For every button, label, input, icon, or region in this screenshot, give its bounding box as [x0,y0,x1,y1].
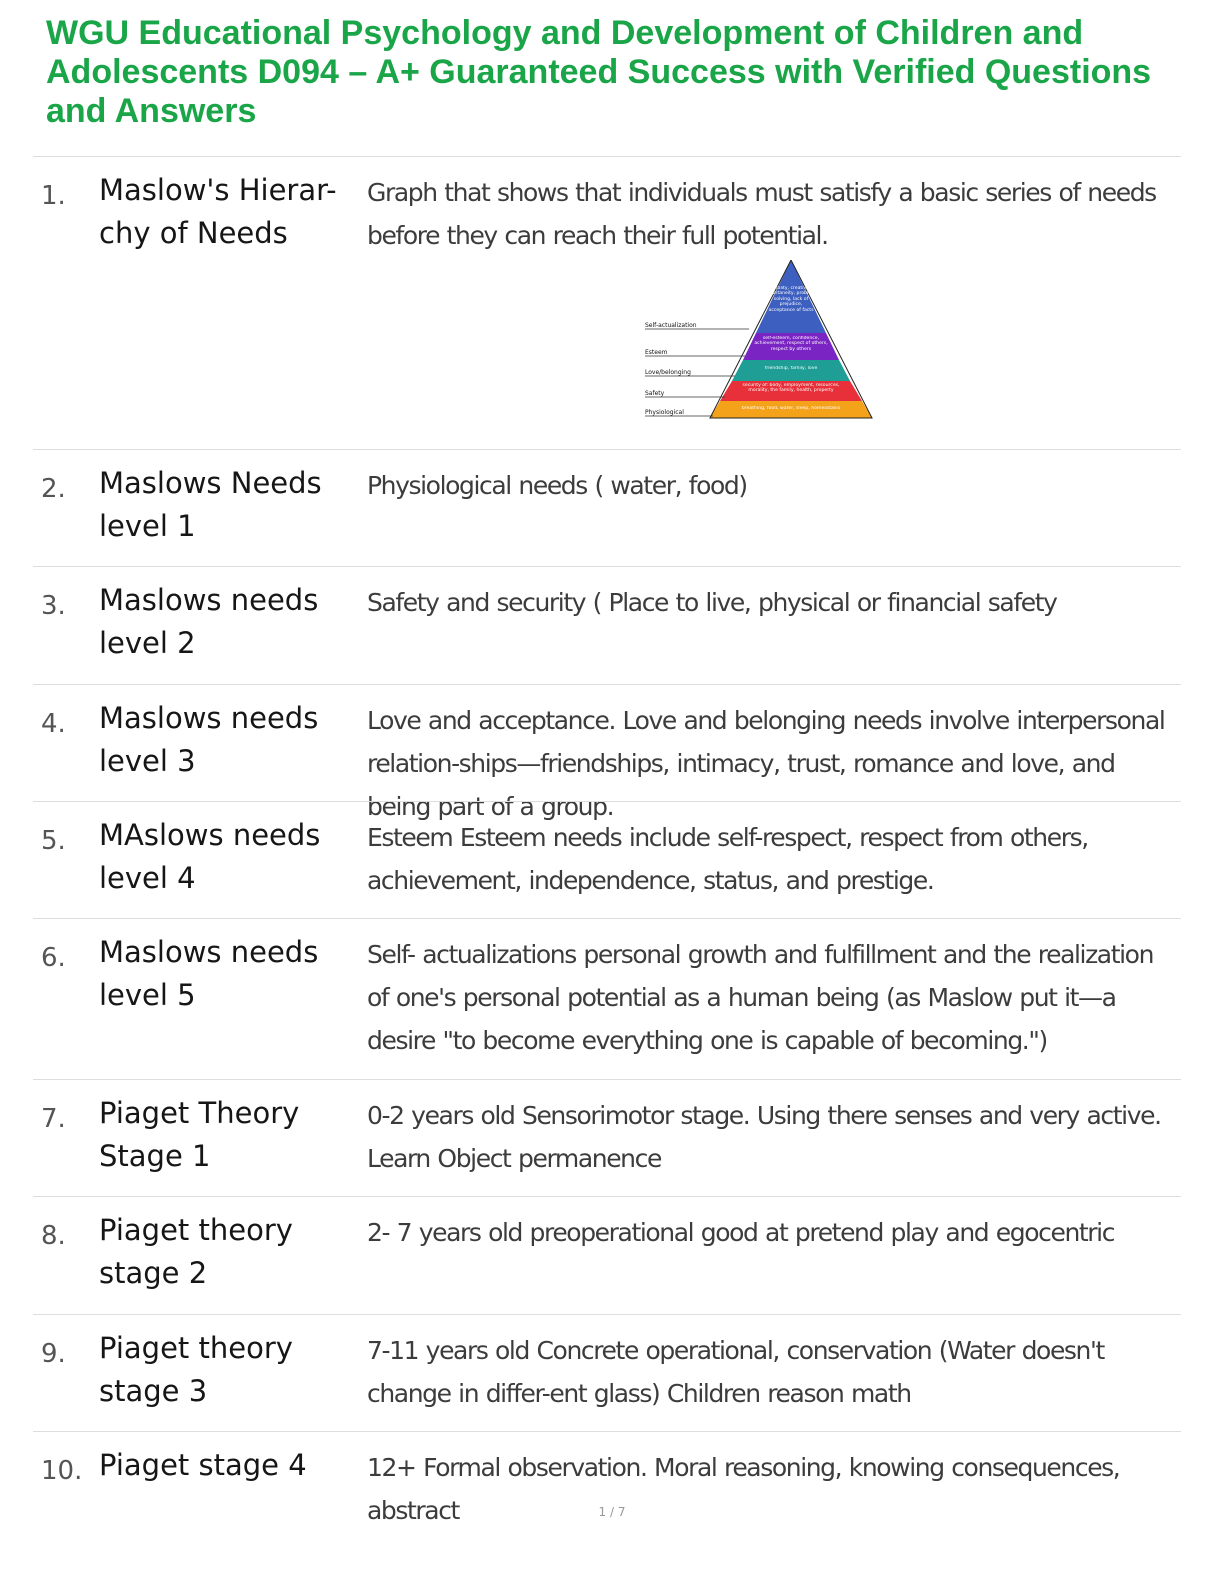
pyramid-level-text: security of: body, employment, resources, morality, the family, health, property [742,383,840,394]
item-definition: 12+ Formal observation. Moral reasoning, knowing consequences, abstract [367,1453,1120,1525]
item-definition: Love and acceptance. Love and belonging needs involve interpersonal relation-ships—friendships, intimacy, trust, romance and love, and being part of a group. [367,706,1165,821]
item-definition: Graph that shows that individuals must satisfy a basic series of needs before they can reach their full potential. [367,178,1156,250]
item-number: 5. [41,826,66,856]
item-number: 1. [41,181,66,211]
pyramid-label: Physiological [645,409,684,416]
item-term: Piaget theory stage 3 [99,1331,293,1408]
pyramid-label: Self-actualization [645,322,697,329]
item-number: 2. [41,474,66,504]
list-item [33,1314,1181,1431]
list-item [33,1079,1181,1196]
pyramid-level-text: self-esteem, confidence, achievement, respect of others, respect by others [754,336,828,352]
list-item [33,566,1181,684]
pyramid-level-text: friendship, family, love [764,366,818,371]
item-term: Piaget theory stage 2 [99,1213,293,1290]
list-item [33,449,1181,566]
item-term: Maslows Needs level 1 [99,466,322,543]
item-term: Maslows needs level 2 [99,583,319,660]
list-item [33,801,1181,918]
item-definition: Safety and security ( Place to live, physical or financial safety [367,588,1057,617]
item-number: 4. [41,709,66,739]
item-number: 10. [41,1456,83,1486]
pyramid-level-text: breathing, food, water, sleep, homeostasis [741,406,841,411]
item-term: Maslows needs level 5 [99,935,319,1012]
list-item [33,156,1181,449]
item-term: MAslows needs level 4 [99,818,321,895]
item-number: 9. [41,1339,66,1369]
pyramid-level-text: morality, creativity, spontaneity, problem solving, lack of prejudice, acceptance of facts [766,286,816,313]
item-term: Piaget Theory Stage 1 [99,1096,300,1173]
pyramid-label: Love/belonging [645,369,691,376]
item-term: Maslow's Hierar-chy of Needs [99,173,337,250]
list-item [33,684,1181,821]
maslow-pyramid-image [645,260,897,422]
page-indicator: 1 / 7 [598,1505,626,1519]
item-definition: Self- actualizations personal growth and fulfillment and the realization of one's personal potential as a human being (as Maslow put it—a desire "to become everything one is capable of becoming.") [367,940,1154,1055]
pyramid-label: Esteem [645,349,668,356]
item-term: Piaget stage 4 [99,1448,307,1482]
list-item [33,918,1181,1079]
item-definition: 7-11 years old Concrete operational, conservation (Water doesn't change in differ-ent glass) Children reason math [367,1336,1104,1408]
item-definition: Esteem Esteem needs include self-respect, respect from others, achievement, independence, status, and prestige. [367,823,1088,895]
item-number: 7. [41,1104,66,1134]
item-number: 8. [41,1221,66,1251]
pyramid-label: Safety [645,390,665,397]
item-term: Maslows needs level 3 [99,701,319,778]
item-number: 6. [41,943,66,973]
document-title: WGU Educational Psychology and Development of Children and Adolescents D094 – A+ Guaranteed Success with Verified Questions and Answers [46,14,1152,130]
list-item [33,1196,1181,1314]
item-definition: 0-2 years old Sensorimotor stage. Using there senses and very active. Learn Object permanence [367,1101,1161,1173]
item-definition: 2- 7 years old preoperational good at pretend play and egocentric [367,1218,1115,1247]
item-number: 3. [41,591,66,621]
item-definition: Physiological needs ( water, food) [367,471,747,500]
